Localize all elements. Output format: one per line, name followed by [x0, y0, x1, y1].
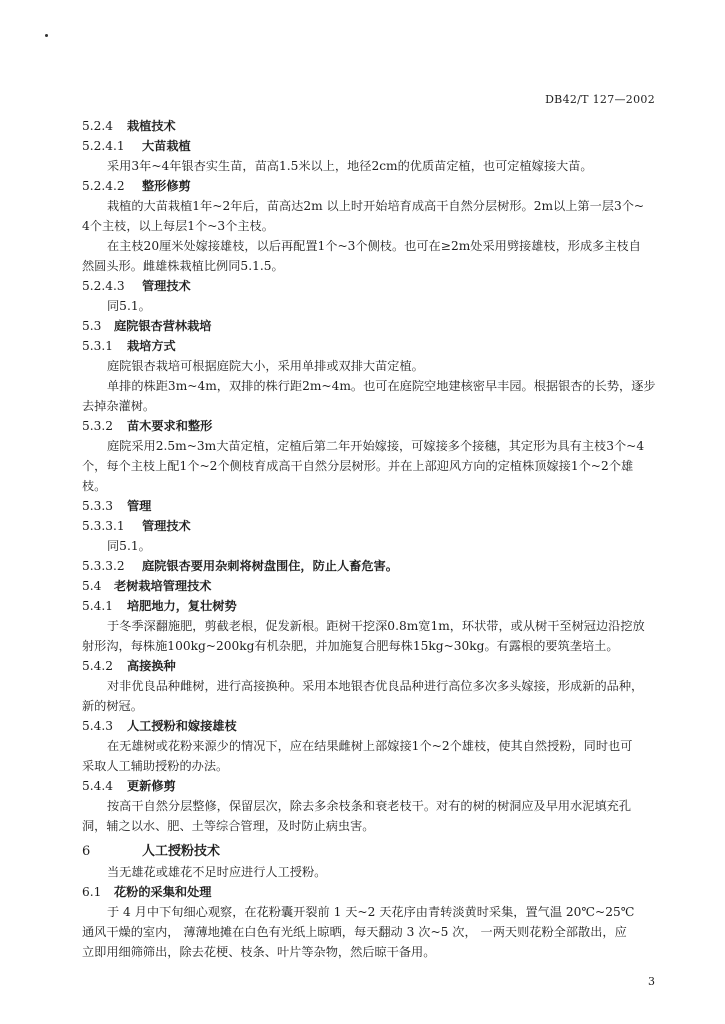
- section-heading: [82, 316, 658, 336]
- paragraph-line: 射形沟，每株施100kg~200kg有机杂肥，并加施复合肥每株15kg~30kg。有露根的要筑垄培土。: [82, 639, 619, 653]
- paragraph-line: 当无雄花或雄花不足时应进行人工授粉。: [107, 865, 327, 879]
- section-heading: [82, 596, 658, 616]
- section-heading: [82, 136, 658, 156]
- section-title: 栽培方式: [127, 339, 176, 353]
- paragraph-line: 立即用细筛筛出，除去花梗、枝条、叶片等杂物，然后晾干备用。: [82, 945, 436, 959]
- paragraph-line: 然圆头形。雌雄株栽植比例同5.1.5。: [82, 259, 284, 273]
- section-number: 5.3.1: [82, 339, 114, 353]
- section-heading: [82, 516, 658, 536]
- section-title: 老树栽培管理技术: [114, 579, 212, 593]
- paragraph-line: 在主枝20厘米处嫁接雄枝，以后再配置1个~3个侧枝。也可在≥2m处采用劈接雄枝，形成多主枝自: [107, 239, 641, 253]
- section-number: 6: [82, 844, 91, 859]
- section-heading: [82, 556, 658, 576]
- section-title: 人工授粉技术: [142, 844, 221, 859]
- paragraph-line: 于 4 月中下旬细心观察，在花粉囊开裂前 1 天~2 天花序由青转淡黄时采集，置气温 20℃~25℃: [107, 905, 635, 919]
- section-number: 5.4.3: [82, 719, 114, 733]
- document-body: [82, 116, 658, 962]
- paragraph-line: 在无雄树或花粉来源少的情况下，应在结果雌树上部嫁接1个~2个雄枝，使其自然授粉，同时也可: [107, 739, 633, 753]
- paragraph-line: 按高干自然分层整修，保留层次，除去多余枝条和衰老枝干。对有的树的树洞应及早用水泥填充孔: [107, 799, 632, 813]
- section-title: 苗木要求和整形: [127, 419, 213, 433]
- paragraph-line: 个，每个主枝上配1个~2个侧枝育成高干自然分层树形。并在上部迎风方向的定植株顶嫁接1个~2个雄: [82, 459, 634, 473]
- section-number: 5.2.4.2: [82, 179, 125, 193]
- section-number: 5.4.1: [82, 599, 114, 613]
- section-number: 5.2.4: [82, 119, 114, 133]
- page-number: 3: [648, 975, 655, 988]
- section-number: 5.4.2: [82, 659, 114, 673]
- section-heading: [82, 336, 658, 356]
- section-number: 5.2.4.1: [82, 139, 125, 153]
- section-heading: [82, 882, 658, 902]
- paragraph-line: 庭院采用2.5m~3m大苗定植，定植后第二年开始嫁接，可嫁接多个接穗，其定形为具有主枝3个~4: [107, 439, 645, 453]
- paragraph-line: 新的树冠。: [82, 699, 143, 713]
- section-title: 管理技术: [142, 279, 191, 293]
- paragraph-line: 庭院银杏栽培可根据庭院大小，采用单排或双排大苗定植。: [107, 359, 424, 373]
- section-title: 高接换种: [127, 659, 176, 673]
- paragraph-line: 去掉杂灌树。: [82, 399, 156, 413]
- section-number: 5.3.3: [82, 499, 114, 513]
- paragraph-line: 采取人工辅助授粉的办法。: [82, 759, 229, 773]
- section-title: 庭院银杏要用杂刺将树盘围住，防止人畜危害。: [142, 559, 398, 573]
- paragraph-line: 洞，辅之以水、肥、土等综合管理，及时防止病虫害。: [82, 819, 375, 833]
- section-heading: [82, 656, 658, 676]
- section-number: 5.2.4.3: [82, 279, 125, 293]
- section-heading: [82, 276, 658, 296]
- section-title: 栽植技术: [127, 119, 176, 133]
- paragraph-line: 对非优良品种雌树，进行高接换种。采用本地银杏优良品种进行高位多次多头嫁接，形成新的品种，: [107, 679, 644, 693]
- section-heading: [82, 496, 658, 516]
- paragraph-line: 枝。: [82, 479, 107, 493]
- section-heading: [82, 842, 658, 862]
- section-number: 5.3.3.1: [82, 519, 125, 533]
- section-heading: [82, 716, 658, 736]
- section-number: 6.1: [82, 885, 102, 899]
- section-number: 5.4: [82, 579, 102, 593]
- section-title: 培肥地力，复壮树势: [127, 599, 237, 613]
- section-number: 5.3.3.2: [82, 559, 125, 573]
- section-title: 更新修剪: [127, 779, 176, 793]
- scan-speck: [45, 34, 48, 37]
- paragraph-line: 同5.1。: [107, 299, 151, 313]
- section-title: 管理: [127, 499, 152, 513]
- paragraph-line: 采用3年~4年银杏实生苗，苗高1.5米以上，地径2cm的优质苗定植，也可定植嫁接大苗。: [107, 159, 593, 173]
- section-heading: [82, 576, 658, 596]
- section-title: 管理技术: [142, 519, 191, 533]
- section-number: 5.3.2: [82, 419, 114, 433]
- section-heading: [82, 776, 658, 796]
- standard-number: DB42/T 127—2002: [545, 93, 655, 106]
- section-title: 大苗栽植: [142, 139, 191, 153]
- paragraph-line: 通风干燥的室内， 薄薄地摊在白色有光纸上晾晒，每天翻动 3 次~5 次， 一两天则花粉全部散出，应: [82, 925, 627, 939]
- section-number: 5.4.4: [82, 779, 114, 793]
- section-heading: [82, 116, 658, 136]
- section-number: 5.3: [82, 319, 102, 333]
- section-heading: [82, 176, 658, 196]
- section-title: 花粉的采集和处理: [114, 885, 212, 899]
- paragraph-line: 4个主枝，以上每层1个~3个主枝。: [82, 219, 274, 233]
- section-title: 整形修剪: [142, 179, 191, 193]
- section-title: 庭院银杏营林栽培: [114, 319, 212, 333]
- paragraph-line: 同5.1。: [107, 539, 151, 553]
- section-title: 人工授粉和嫁接雄枝: [127, 719, 237, 733]
- section-heading: [82, 416, 658, 436]
- paragraph-line: 于冬季深翻施肥，剪截老根，促发新根。距树干挖深0.8m宽1m，环状带，或从树干至树冠边沿挖放: [107, 619, 645, 633]
- paragraph-line: 栽植的大苗栽植1年~2年后，苗高达2m 以上时开始培育成高干自然分层树形。2m以上第一层3个~: [107, 199, 645, 213]
- paragraph-line: 单排的株距3m~4m，双排的株行距2m~4m。也可在庭院空地建核密早丰园。根据银杏的长势，逐步: [107, 379, 656, 393]
